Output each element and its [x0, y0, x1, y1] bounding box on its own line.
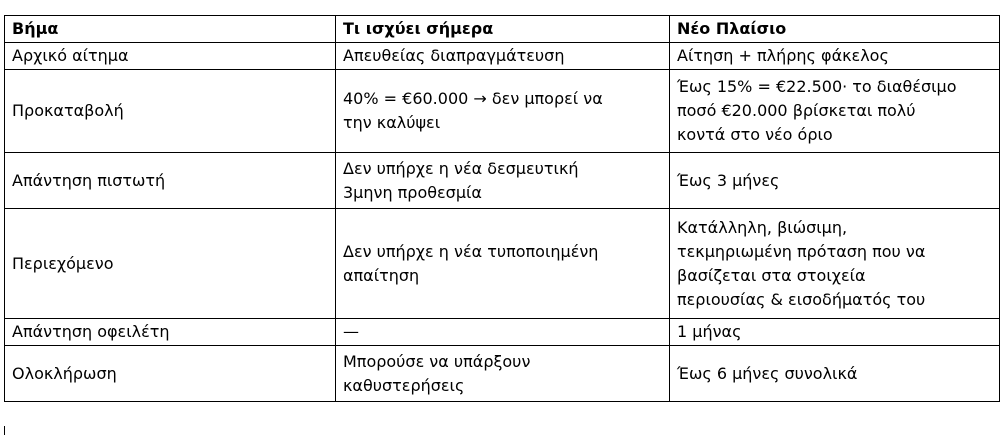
- cell-text: Απάντηση πιστωτή: [12, 170, 166, 190]
- row-step-cell: [5, 70, 336, 153]
- row-current-cell: [336, 43, 670, 70]
- row-new-cell: [670, 43, 1000, 70]
- cell-text: Αίτηση + πλήρης φάκελος: [677, 46, 889, 65]
- table-row: [5, 43, 1000, 70]
- cell-text: Ολοκλήρωση: [12, 363, 117, 383]
- cell-text: Έως 6 μήνες συνολικά: [677, 363, 858, 383]
- row-current-cell: [336, 346, 670, 402]
- cell-text: 40% = €60.000 → δεν μπορεί να την καλύψει: [343, 89, 603, 132]
- cell-text: Απάντηση οφειλέτη: [12, 322, 170, 341]
- cell-text: 1 μήνας: [677, 322, 742, 341]
- row-new-cell: [670, 346, 1000, 402]
- comparison-table-container: [4, 15, 1000, 402]
- header-current: Τι ισχύει σήμερα: [336, 16, 670, 43]
- row-step-cell: [5, 209, 336, 319]
- cell-text: Μπορούσε να υπάρξουν καθυστερήσεις: [343, 351, 531, 395]
- table-row: [5, 70, 1000, 153]
- row-step-cell: [5, 153, 336, 209]
- row-current-cell: [336, 209, 670, 319]
- row-current-cell: [336, 319, 670, 346]
- row-new-cell: [670, 319, 1000, 346]
- cell-text: Κατάλληλη, βιώσιμη, τεκμηριωμένη πρόταση που να βασίζεται στα στοιχεία περιουσίας & εισοδήματός του: [677, 217, 926, 309]
- header-step: Βήμα: [5, 16, 336, 43]
- row-new-cell: [670, 153, 1000, 209]
- table-row: [5, 209, 1000, 319]
- table-header-row: [5, 16, 1000, 43]
- cell-text: —: [343, 322, 359, 341]
- cell-text: Δεν υπήρχε η νέα δεσμευτική 3μηνη προθεσμία: [343, 158, 579, 202]
- row-current-cell: [336, 153, 670, 209]
- comparison-table: [4, 15, 1000, 402]
- cell-text: Έως 3 μήνες: [677, 170, 780, 190]
- row-step-cell: [5, 346, 336, 402]
- cell-text: Έως 15% = €22.500· το διαθέσιμο ποσό €20.000 βρίσκεται πολύ κοντά στο νέο όριο: [677, 77, 957, 144]
- header-new-framework: Νέο Πλαίσιο: [670, 16, 1000, 43]
- table-row: [5, 346, 1000, 402]
- cell-text: Προκαταβολή: [12, 101, 124, 120]
- cell-text: Περιεχόμενο: [12, 253, 114, 273]
- row-new-cell: [670, 70, 1000, 153]
- row-new-cell: [670, 209, 1000, 319]
- table-row: [5, 153, 1000, 209]
- cell-text: Απευθείας διαπραγμάτευση: [343, 46, 565, 65]
- row-current-cell: [336, 70, 670, 153]
- cell-text: Δεν υπήρχε η νέα τυποποιημένη απαίτηση: [343, 241, 599, 285]
- row-step-cell: [5, 319, 336, 346]
- text-cursor-marker: [4, 426, 5, 435]
- row-step-cell: [5, 43, 336, 70]
- table-row: [5, 319, 1000, 346]
- cell-text: Αρχικό αίτημα: [12, 46, 129, 65]
